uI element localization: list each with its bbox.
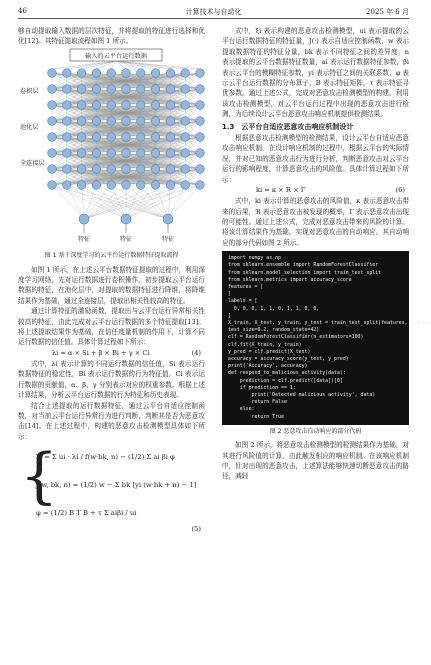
connection-line bbox=[84, 185, 111, 219]
neuron-node bbox=[48, 181, 57, 190]
neuron-node bbox=[137, 149, 146, 158]
equation-5-row-3: φ = (1/2) B T B + τ Σ aiβi / ui bbox=[36, 509, 137, 518]
connection-line bbox=[111, 185, 126, 219]
figure-1-number: 图 1 bbox=[44, 252, 57, 260]
connection-line bbox=[96, 185, 126, 219]
left-para-5: 结合上述提取的运行数据特征，通过云平台自适应控制函数，对当前云平台运行异常行为进行判断，判断其是否为恶意攻击[14]。在上述过程中，构建的恶意攻击检测模型具体如下所示： bbox=[18, 401, 205, 441]
neuron-node bbox=[137, 69, 146, 78]
neuron-node bbox=[107, 101, 116, 110]
neuron-node bbox=[137, 165, 146, 174]
code-line: from sklearn.metrics import accuracy_score bbox=[228, 276, 352, 283]
equation-5-row-1: ξi = Σ ui · λi / f(w·bk, n) − (1/2) Σ ai βi φ bbox=[36, 453, 175, 462]
neuron-node bbox=[77, 85, 86, 94]
code-line: if prediction == 1: bbox=[228, 384, 296, 391]
code-line: clf = RandomForestClassifier(n_estimators=100) bbox=[228, 334, 364, 341]
equation-5-number: (5) bbox=[191, 524, 201, 533]
neuron-node bbox=[196, 165, 205, 174]
figure-1 bbox=[18, 47, 205, 262]
code-line: features = [ bbox=[228, 283, 264, 290]
equation-4-body: λi = α × Si + β × Bi + γ × Ci bbox=[52, 348, 150, 357]
connection-line bbox=[82, 185, 126, 219]
neural-network-diagram bbox=[18, 47, 205, 247]
neuron-node bbox=[166, 117, 175, 126]
neuron-node bbox=[151, 85, 160, 94]
neuron-node bbox=[63, 69, 72, 78]
neuron-node bbox=[151, 117, 160, 126]
layer-label: 卷积层 bbox=[20, 87, 39, 95]
layer-label: 池化层 bbox=[20, 123, 39, 131]
neuron-node bbox=[151, 165, 160, 174]
neuron-node bbox=[92, 117, 101, 126]
connection-line bbox=[67, 185, 84, 219]
equation-6-number: (6) bbox=[395, 186, 405, 195]
neuron-node bbox=[77, 69, 86, 78]
neuron-node bbox=[107, 165, 116, 174]
neuron-node bbox=[166, 181, 175, 190]
neuron-node bbox=[122, 85, 131, 94]
right-para-1: 式中，ξi 表示构建的恶意攻击检测模型，ui 表示提取的云平台运行数据特征的特征量，J(·) 表示自适应控制函数，w 表示提取数据特征的特征分量，bk 表示不同特征之间的差异度，n 表示提取的云平台数据特征数量，ai 表示运行数据特征参数，βi 表示云平台的模糊特征参数，yi 表示特征之间的关联系数，φ 表示云平台运行数据的分布算子，B 表示特征矩阵，τ 表示特征寻优参数。通过上述公式，完成对恶意攻击检测模型的构建。利用该攻击检测模型，对云平台运行过程中出现的恶意攻击进行检测，为后续设计云平台恶意攻击响应机制提供检测结果。 bbox=[222, 27, 409, 119]
neuron-node bbox=[92, 85, 101, 94]
output-feature-label: 特征 bbox=[161, 235, 175, 243]
code-line: y_pred = clf.predict(X_test) bbox=[228, 348, 311, 355]
neuron-node bbox=[107, 149, 116, 158]
neuron-node bbox=[77, 133, 86, 142]
neuron-node bbox=[77, 149, 86, 158]
neuron-node bbox=[181, 133, 190, 142]
right-para-4: 如图 2 所示，将恶意攻击检测模型的检测结果作为基础，对其进行风险值的计算，由此触发相应的响应机制。在该响应机制中，针对出现的恶意攻击，上述算法能够快速切断恶意攻击的路径，减轻 bbox=[222, 441, 409, 481]
code-line: def respond_to_malicious_activity(data): bbox=[228, 370, 346, 377]
neuron-node bbox=[48, 133, 57, 142]
neuron-node bbox=[63, 117, 72, 126]
right-para-3: 式中，ki 表示计算的恶意攻击的风险值，κ 表示恶意攻击带来的后果，ℜ 表示恶意攻击被发现的概率，Γ 表示恶意攻击出现的可能性。通过上述公式，完成对恶意攻击带来的风险的计算。将该计算结果作为基础，实现对恶意攻击的自动响应。其自动响应的部分代码如图 2 所示。 bbox=[222, 197, 409, 247]
neuron-node bbox=[122, 149, 131, 158]
section-title: 1.3 云平台自适应恶意攻击响应机制设计 bbox=[222, 122, 354, 131]
neuron-node bbox=[92, 181, 101, 190]
neuron-node bbox=[151, 101, 160, 110]
layer-label: 全连接层 bbox=[20, 159, 45, 167]
neuron-node bbox=[181, 69, 190, 78]
neuron-node bbox=[92, 133, 101, 142]
page-number: 46 bbox=[18, 7, 27, 15]
equation-5-brace: { bbox=[20, 441, 59, 512]
neuron-node bbox=[181, 101, 190, 110]
connection-line bbox=[126, 185, 170, 219]
neuron-node bbox=[166, 69, 175, 78]
figure-2-number: 图 2 bbox=[269, 427, 282, 435]
neuron-node bbox=[92, 165, 101, 174]
running-header bbox=[18, 6, 409, 19]
connection-line bbox=[168, 185, 200, 219]
code-line: labels = [ bbox=[228, 298, 258, 305]
input-arrow bbox=[116, 61, 170, 69]
output-feature-label: 特征 bbox=[77, 235, 91, 243]
neuron-node bbox=[166, 133, 175, 142]
neuron-node bbox=[181, 165, 190, 174]
neuron-node bbox=[122, 101, 131, 110]
neuron-node bbox=[48, 85, 57, 94]
neuron-node bbox=[48, 149, 57, 158]
neuron-node bbox=[107, 181, 116, 190]
neuron-node bbox=[181, 149, 190, 158]
neuron-node bbox=[92, 101, 101, 110]
code-line: else: bbox=[228, 406, 255, 413]
output-node bbox=[163, 214, 173, 224]
code-line: ] bbox=[228, 312, 231, 319]
neuron-node bbox=[63, 149, 72, 158]
neuron-node bbox=[196, 101, 205, 110]
neuron-node bbox=[92, 69, 101, 78]
code-line: 0, 0, 0, 1, 1, 0, 1, 1, 0, 0, bbox=[228, 305, 320, 312]
code-line: prediction = clf.predict([data])[0] bbox=[228, 377, 343, 384]
neuron-node bbox=[196, 181, 205, 190]
connection-line bbox=[126, 185, 200, 219]
code-line: test_size=0.2, random_state=42) bbox=[228, 327, 320, 334]
connection-line bbox=[126, 185, 141, 219]
neuron-node bbox=[151, 69, 160, 78]
code-line: accuracy = accuracy_score(y_test, y_pred) bbox=[228, 355, 349, 362]
neuron-node bbox=[107, 85, 116, 94]
figure-1-caption-text: 基于深度学习的云平台运行数据特征提取流程 bbox=[58, 252, 179, 260]
neuron-node bbox=[122, 181, 131, 190]
neuron-node bbox=[196, 69, 205, 78]
output-feature-label: 特征 bbox=[119, 235, 133, 243]
output-node bbox=[79, 214, 89, 224]
equation-5-row-2: J(w, bk, n) = (1/2) w − Σ bk [yi (w·bk + n) − 1] bbox=[36, 481, 197, 490]
code-line: from sklearn.model_selection import train_test_split bbox=[228, 269, 382, 276]
code-listing bbox=[222, 251, 431, 425]
neuron-node bbox=[166, 149, 175, 158]
neuron-node bbox=[166, 101, 175, 110]
issue-date: 2025 年 6 月 bbox=[366, 8, 409, 16]
figure-2-caption-text: 恶意攻击自动响应的部分代码 bbox=[283, 427, 362, 435]
code-line: return True bbox=[228, 413, 284, 420]
output-node bbox=[121, 214, 131, 224]
neuron-node bbox=[63, 133, 72, 142]
neuron-node bbox=[63, 101, 72, 110]
connection-line bbox=[84, 185, 200, 219]
left-para-4: 式中，λi 表示计算的不同运行数据的信任值，Si 表示运行数据特征的稳定性，Bi 表示运行数据的行为特征值，Ci 表示运行数据的贡献值，α、β、γ 分别表示对应的权重参数。根据上述计算结果，分析云平台运行数据的行为特征和历史表现。 bbox=[18, 359, 205, 400]
neuron-node bbox=[181, 117, 190, 126]
input-arrow bbox=[82, 61, 116, 69]
neuron-node bbox=[77, 181, 86, 190]
neuron-node bbox=[151, 149, 160, 158]
neuron-node bbox=[77, 101, 86, 110]
code-line: import numpy as np bbox=[228, 255, 281, 262]
neuron-node bbox=[48, 117, 57, 126]
code-line: from sklearn.ensemble import RandomForestClassifier bbox=[228, 262, 379, 269]
neuron-node bbox=[181, 181, 190, 190]
equation-4 bbox=[18, 348, 205, 359]
neuron-node bbox=[137, 101, 146, 110]
neuron-node bbox=[196, 133, 205, 142]
code-line: X_train, X_test, y_train, y_test = train_test_split(features, labels, bbox=[228, 319, 431, 326]
right-column bbox=[222, 26, 431, 482]
neuron-node bbox=[92, 149, 101, 158]
neuron-node bbox=[48, 165, 57, 174]
equation-4-number: (4) bbox=[191, 348, 201, 357]
left-para-1: 够自动提取输入数据的层次特征，并将提取的特征进行选择和优化[12]。其特征提取流程如图 1 所示。 bbox=[18, 27, 205, 46]
left-para-3: 通过计算特征的激励函数，提取出与云平台运行异常相关性较高的特征，由此完成对云平台运行数据的多个特征提取[13]。将上述提取结果作为基础，在信任度量机制的作用下，计算不同运行数据的信任值。具体计算过程如下所示： bbox=[18, 307, 205, 347]
neuron-node bbox=[166, 165, 175, 174]
neuron-node bbox=[107, 69, 116, 78]
connection-line bbox=[84, 185, 185, 219]
neuron-node bbox=[63, 165, 72, 174]
input-arrow bbox=[116, 61, 185, 69]
input-data-label: 输入的云平台运行数据 bbox=[85, 52, 147, 60]
neuron-node bbox=[63, 181, 72, 190]
neuron-node bbox=[63, 85, 72, 94]
input-arrow bbox=[111, 61, 116, 69]
figure-2-caption bbox=[222, 427, 409, 437]
neuron-node bbox=[48, 69, 57, 78]
neuron-node bbox=[196, 149, 205, 158]
neuron-node bbox=[181, 85, 190, 94]
code-line: ] bbox=[228, 291, 231, 298]
neuron-node bbox=[166, 85, 175, 94]
neuron-node bbox=[77, 117, 86, 126]
neuron-node bbox=[137, 133, 146, 142]
left-para-2: 如图 1 所示，在上述云平台数据特征提取的过程中，利用深度学习网络，先对运行数据进行卷积操作，初步提取云平台运行数据的特征，在池化层中，对提取的数据特征进行降维，将降维结果作为基础，通过全连接层，提取出相关性较高的特征。 bbox=[18, 265, 205, 305]
figure-1-caption bbox=[18, 251, 205, 261]
equation-6-body: ki = κ × ℜ × Γ bbox=[256, 186, 306, 195]
neuron-node bbox=[151, 181, 160, 190]
equation-6 bbox=[222, 185, 409, 196]
neuron-node bbox=[196, 117, 205, 126]
neuron-node bbox=[122, 165, 131, 174]
journal-name: 计算技术与自动化 bbox=[185, 8, 242, 16]
neuron-node bbox=[77, 165, 86, 174]
neuron-node bbox=[122, 117, 131, 126]
neuron-node bbox=[48, 101, 57, 110]
connection-line bbox=[52, 185, 126, 219]
connection-line bbox=[52, 185, 84, 219]
neuron-node bbox=[122, 69, 131, 78]
right-para-2: 根据恶意攻击检测模型的检测结果，设计云平台自适应恶意攻击响应机制。在设计响应机制的过程中，根据云平台的实际情况，并对已知的恶意攻击行为进行分析，判断恶意攻击对云平台运行的影响程度，计算恶意攻击的风险值。具体计算过程如下所示： bbox=[222, 134, 409, 184]
input-arrow bbox=[67, 61, 116, 69]
equation-5 bbox=[18, 441, 205, 534]
code-line: print('Detected malicious activity', data) bbox=[228, 391, 376, 398]
neuron-node bbox=[151, 133, 160, 142]
neuron-node bbox=[122, 133, 131, 142]
neuron-node bbox=[107, 133, 116, 142]
neuron-node bbox=[196, 85, 205, 94]
neuron-node bbox=[137, 117, 146, 126]
neuron-node bbox=[107, 117, 116, 126]
connection-line bbox=[126, 185, 156, 219]
code-line: return False bbox=[228, 399, 287, 406]
neuron-node bbox=[137, 85, 146, 94]
left-column bbox=[18, 26, 205, 534]
code-line: print('Accuracy', accuracy) bbox=[228, 363, 308, 370]
code-line: clf.fit(X_train, y_train) bbox=[228, 341, 302, 348]
neuron-node bbox=[137, 181, 146, 190]
